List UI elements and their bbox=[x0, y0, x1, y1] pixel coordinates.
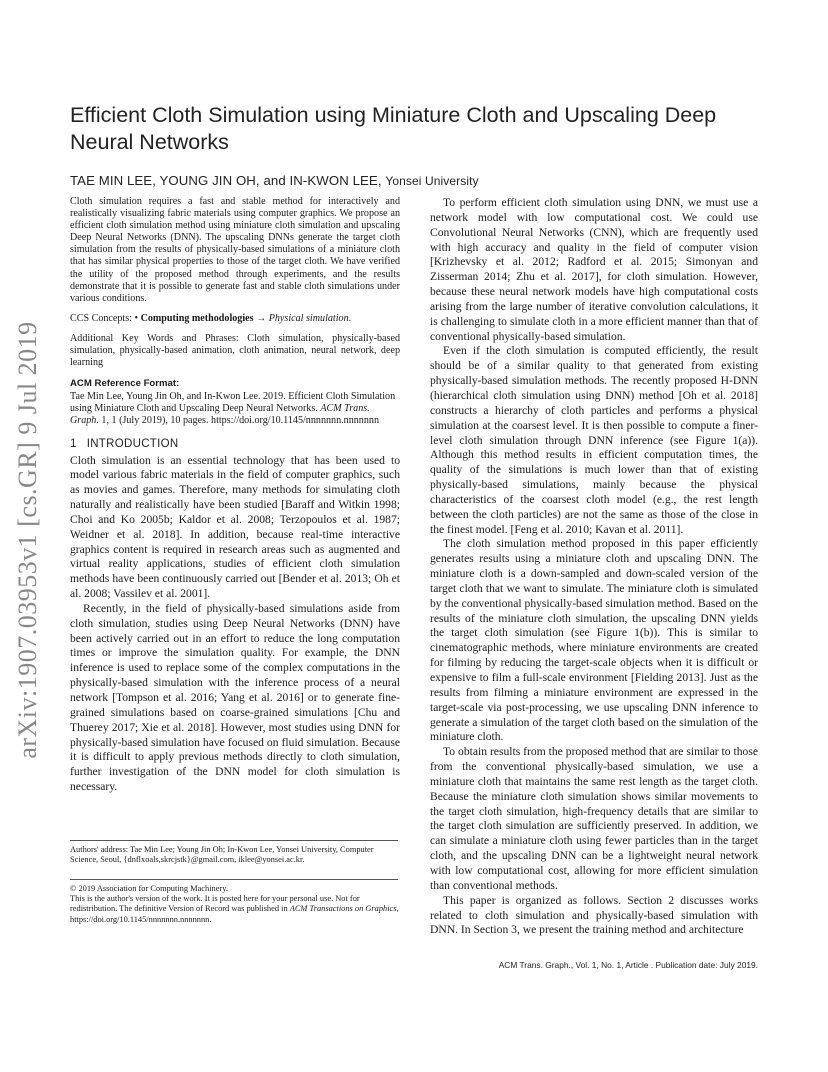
copyright-rule bbox=[70, 879, 398, 880]
acm-reference-heading: ACM Reference Format: bbox=[70, 378, 180, 390]
acm-reference-a: Tae Min Lee, Young Jin Oh, and In-Kwon Lee. 2019. Efficient Cloth Simulation using Miniature Cloth and Upscaling Deep Neural Networks. bbox=[70, 391, 396, 415]
author-names: TAE MIN LEE, YOUNG JIN OH, and IN-KWON LEE, bbox=[70, 173, 382, 188]
paragraph: Recently, in the field of physically-based simulations aside from cloth simulation, studies using Deep Neural Networks (DNN) have been actively carried out in an effort to reduce the long computation times or improve the simulation quality. For example, the DNN inference is used to replace some of the complex computations in the physically-based simulation with the inference process of a neural network [Tompson et al. 2016; Yang et al. 2016] or to generate fine-grained simulations based on coarse-grained simulations [Chu and Thuerey 2017; Xie et al. 2018]. However, most studies using DNN for physically-based simulation have focused on fluid simulation. Because it is difficult to apply previous methods directly to cloth simulation, further investigation of the DNN model for cloth simulation is necessary. bbox=[70, 601, 400, 794]
paragraph: The cloth simulation method proposed in this paper efficiently generates results using a miniature cloth and upscaling DNN. The miniature cloth is a down-sampled and down-scaled version of the target cloth that we want to simulate. The miniature cloth is simulated by the conventional physically-based simulation method. Based on the results of the miniature cloth simulation, the upscaling DNN yields the target cloth simulation (see Figure 1(b)). This is similar to cinematographic methods, where miniature environments are created for filming by reducing the target-scale objects when it is difficult or expensive to film a full-scale environment [Fielding 2013]. Just as the results from filming a miniature environment are expressed in the target-scale via post-processing, we use upscaling DNN inference to generate a simulation of the target cloth based on the simulation of the miniature cloth. bbox=[430, 537, 758, 744]
copyright-journal: ACM Transactions on Graphics bbox=[289, 904, 397, 914]
ccs-italic: Physical simulation bbox=[268, 312, 349, 324]
right-body-text bbox=[430, 196, 758, 938]
right-column bbox=[430, 196, 758, 938]
left-body-text bbox=[70, 454, 400, 795]
paragraph: To perform efficient cloth simulation using DNN, we must use a network model with low computational cost. We could use Convolutional Neural Networks (CNN), which are frequently used with high accuracy and quality in the field of computer vision [Krizhevsky et al. 2012; Radford et al. 2015; Simonyan and Zisserman 2014; Zhu et al. 2017], for cloth simulation. However, because these neural network models have high computational costs arising from the large number of iterative convolution calculations, it is challenging to simulate cloth in a more efficient manner than that of conventional physically-based simulation. bbox=[430, 196, 758, 343]
footnote-rule bbox=[70, 840, 398, 841]
acm-reference-text bbox=[70, 391, 400, 427]
author-affiliation: Yonsei University bbox=[385, 174, 479, 188]
left-column bbox=[70, 196, 400, 795]
section-heading-introduction bbox=[70, 438, 400, 450]
paragraph: This paper is organized as follows. Section 2 discusses works related to cloth simulation and physically-based simulation with DNN. In Section 3, we present the training method and architecture bbox=[430, 893, 758, 937]
ccs-arrow: → bbox=[253, 312, 269, 324]
footnote-address: Authors' address: Tae Min Lee; Young Jin Oh; In-Kwon Lee, Yonsei University, Computer Science, Seoul, {dnflxoals,skrcjstk}@gmail.com, iklee@yonsei.ac.kr. bbox=[70, 845, 374, 865]
acm-reference-b: 1, 1 (July 2019), 10 pages. https://doi.org/10.1145/nnnnnnn.nnnnnnn bbox=[98, 415, 379, 427]
paragraph: Even if the cloth simulation is computed efficiently, the result should be of a similar quality to that generated from existing physically-based simulation methods. The recently proposed H-DNN (hierarchical cloth simulation using DNN) method [Oh et al. 2018] constructs a hierarchy of cloth particles and performs a physical simulation at the coarsest level. It is then possible to compute a finer-level cloth simulation through DNN inference (see Figure 1(a)). Although this method results in efficient computation times, the quality of the simulations is much lower than that of existing physically-based simulations, mainly because the physical characteristics of the coarsest cloth model (e.g., the rest length between the cloth particles) are not the same as those of the close in the finest model. [Feng et al. 2010; Kavan et al. 2011]. bbox=[430, 344, 758, 536]
copyright-text-a: This is the author's version of the work. It is posted here for your personal use. Not for redistribution. The definitive Version of Record was published in bbox=[70, 894, 360, 914]
paragraph: Cloth simulation is an essential technology that has been used to model various fabric materials in the field of computer graphics, such as movies and games. Therefore, many methods for simulating cloth naturally and realistically have been studied [Baraff and Witkin 1998; Choi and Ko 2005b; Kaldor et al. 2008; Terzopoulos et al. 1987; Weidner et al. 2018]. In addition, because real-time interactive graphics content is required in research areas such as augmented and virtual reality applications, studies of efficient cloth simulation methods have been continuously carried out [Bender et al. 2013; Oh et al. 2008; Vassilev et al. 2001]. bbox=[70, 453, 400, 601]
copyright-text bbox=[70, 894, 400, 925]
acm-reference-journal: ACM Trans. Graph. bbox=[70, 403, 370, 427]
section-title: INTRODUCTION bbox=[86, 437, 179, 450]
ccs-prefix: CCS Concepts: • bbox=[70, 312, 139, 324]
running-footer: ACM Trans. Graph., Vol. 1, No. 1, Article . Publication date: July 2019. bbox=[498, 960, 758, 970]
paragraph: To obtain results from the proposed method that are similar to those from the conventional physically-based simulation, we use a miniature cloth that maintains the same rest length as the target cloth. Because the miniature cloth simulation shows similar movements to the target cloth simulation, high-frequency details that are similar to the target cloth simulation are sufficiently preserved. In addition, we can simulate a miniature cloth using fewer particles than in the target cloth, and the upscaling DNN can be a lightweight neural network with low computational cost, allowing for more efficient simulation than conventional methods. bbox=[430, 745, 758, 892]
ccs-concepts bbox=[70, 313, 400, 325]
arxiv-side-stamp: arXiv:1907.03953v1 [cs.GR] 9 Jul 2019 bbox=[13, 321, 42, 759]
ccs-bold: Computing methodologies bbox=[140, 312, 254, 324]
keywords: Additional Key Words and Phrases: Cloth simulation, physically-based simulation, physically-based animation, cloth animation, neural network, deep learning bbox=[70, 332, 400, 369]
section-number: 1 bbox=[70, 437, 77, 450]
copyright-notice bbox=[70, 884, 400, 925]
copyright-text-b: , https://doi.org/10.1145/nnnnnnn.nnnnnnn. bbox=[70, 904, 399, 924]
copyright-line: © 2019 Association for Computing Machinery. bbox=[70, 884, 228, 893]
paper-title: Efficient Cloth Simulation using Miniature Cloth and Upscaling Deep Neural Networks bbox=[70, 103, 717, 154]
ccs-suffix: . bbox=[348, 312, 352, 324]
author-line bbox=[70, 173, 770, 188]
abstract: Cloth simulation requires a fast and stable method for interactively and realistically visualizing fabric materials using computer graphics. We propose an efficient cloth simulation method using miniature cloth simulation and upscaling Deep Neural Networks (DNN). The upscaling DNNs generate the target cloth simulation from the results of physically-based simulations of a miniature cloth that has similar physical properties to those of the target cloth. We have verified the utility of the proposed method through experiments, and the results demonstrate that it is possible to generate fast and stable cloth simulations under various conditions. bbox=[70, 196, 400, 304]
